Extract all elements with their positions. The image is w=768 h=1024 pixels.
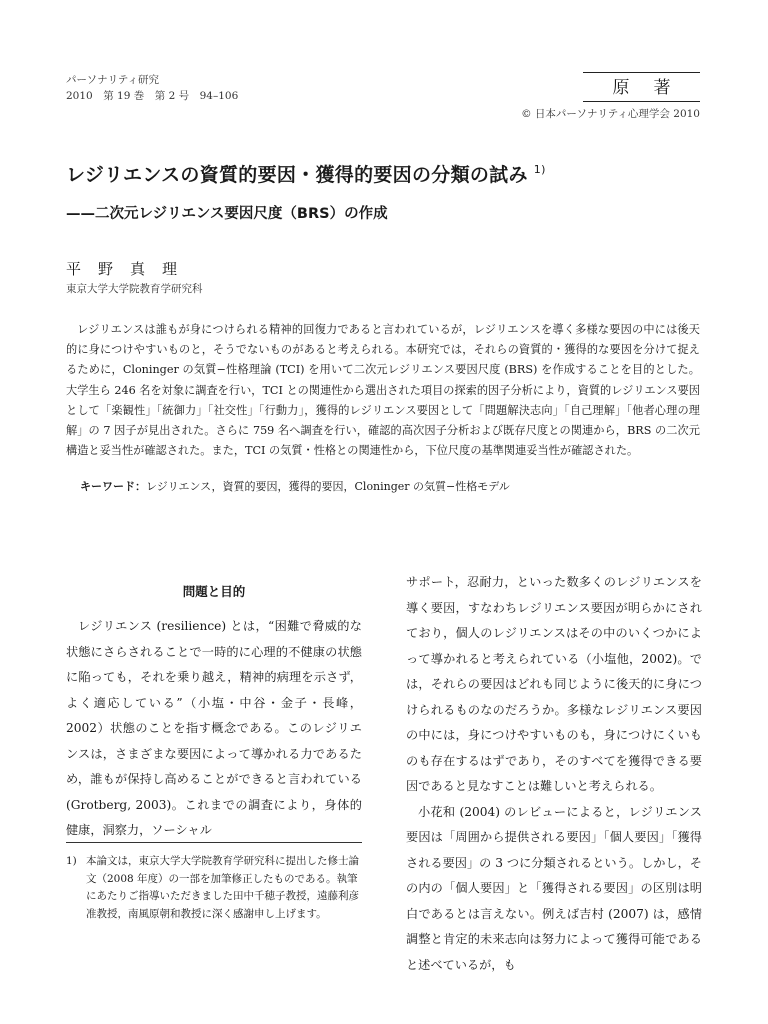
title-text: レジリエンスの資質的要因・獲得的要因の分類の試み: [66, 164, 528, 186]
abstract: [66, 320, 700, 461]
title-footnote-mark: 1): [533, 163, 546, 176]
article-type-label: 原著: [583, 72, 700, 102]
journal-name: パーソナリティ研究: [66, 74, 160, 86]
journal-header: [66, 72, 238, 104]
author-name: 平野真理: [66, 260, 195, 278]
footnote-text: 本論文は，東京大学大学院教育学研究科に提出した修士論文（2008 年度）の一部を加筆修正したものである。執筆にあたりご指導いただきました田中千穂子教授，遠藤利彦准教授，南風原朝和教授に深く感謝申し上げます。: [86, 855, 359, 920]
keywords: [80, 478, 510, 494]
body-paragraph: レジリエンス (resilience) とは，“困難で脅威的な状態にさらされることで一時的に心理的不健康の状態に陥っても，それを乗り越え，精神的病理を示さず，よく適応している”（小塩・中谷・金子・長峰，2002）状態のことを指す概念である。このレジリエンスは，さまざまな要因によって導かれる力であるため，誰もが保持し高めることができると言われている (Grotberg, 2003)。これまでの調査により，身体的健康，洞察力，ソーシャル: [66, 619, 362, 837]
body-paragraph: サポート，忍耐力，といった数多くのレジリエンスを導く要因，すなわちレジリエンス要因が明らかにされており，個人のレジリエンスはその中のいくつかによって導かれると考えられている（小塩他，2002)。では，それらの要因はどれも同じように後天的に身につけられるものなのだろうか。多様なレジリエンス要因の中には，身につけやすいものも，身につけにくいものも存在するはずであり，そのすべてを獲得できる要因であると見なすことは難しいと考えられる。: [406, 575, 702, 793]
footnote-divider: [66, 842, 362, 843]
keywords-text: レジリエンス，資質的要因，獲得的要因，Cloninger の気質−性格モデル: [146, 480, 510, 493]
author-affiliation: 東京大学大学院教育学研究科: [66, 283, 203, 295]
copyright-notice: © 日本パーソナリティ心理学会 2010: [521, 108, 700, 120]
article-title: [66, 160, 546, 187]
article-subtitle: ——二次元レジリエンス要因尺度（BRS）の作成: [66, 206, 388, 222]
body-paragraph: 小花和 (2004) のレビューによると，レジリエンス要因は「周囲から提供される要因」「個人要因」「獲得される要因」の 3 つに分類されるという。しかし，その内の「個人要因」と「獲得される要因」の区別は明白であるとは言えない。例えば吉村 (2007) は，感情調整と肯定的未来志向は努力によって獲得可能であると述べているが，も: [406, 804, 702, 972]
keywords-label: キーワード：: [80, 480, 146, 493]
volume-info: 2010 第 19 巻 第 2 号 94–106: [66, 90, 239, 102]
footnote: [66, 853, 362, 923]
body-left-column: [66, 572, 362, 844]
footnote-mark: 1): [66, 855, 77, 867]
body-right-column: [406, 570, 702, 978]
section-heading: 問題と目的: [182, 584, 246, 599]
abstract-text: レジリエンスは誰もが身につけられる精神的回復力であると言われているが，レジリエンスを導く多様な要因の中には後天的に身につけやすいものと，そうでないものがあると考えられる。本研究では，それらの資質的・獲得的な要因を分けて捉えるために，Cloninger の気質−性格理論 (TCI) を用いて二次元レジリエンス要因尺度 (BRS) を作成することを目的とした。大学生ら 246 名を対象に調査を行い，TCI との関連性から選出された項目の探索的因子分析により，資質的レジリエンス要因として「楽観性」「統御力」「社交性」「行動力」，獲得的レジリエンス要因として「問題解決志向」「自己理解」「他者心理の理解」の 7 因子が見出された。さらに 759 名へ調査を行い，確認的高次因子分析および既存尺度との関連から，BRS の二次元構造と妥当性が確認された。また，TCI の気質・性格との関連性から，下位尺度の基準関連妥当性が確認された。: [66, 323, 700, 458]
